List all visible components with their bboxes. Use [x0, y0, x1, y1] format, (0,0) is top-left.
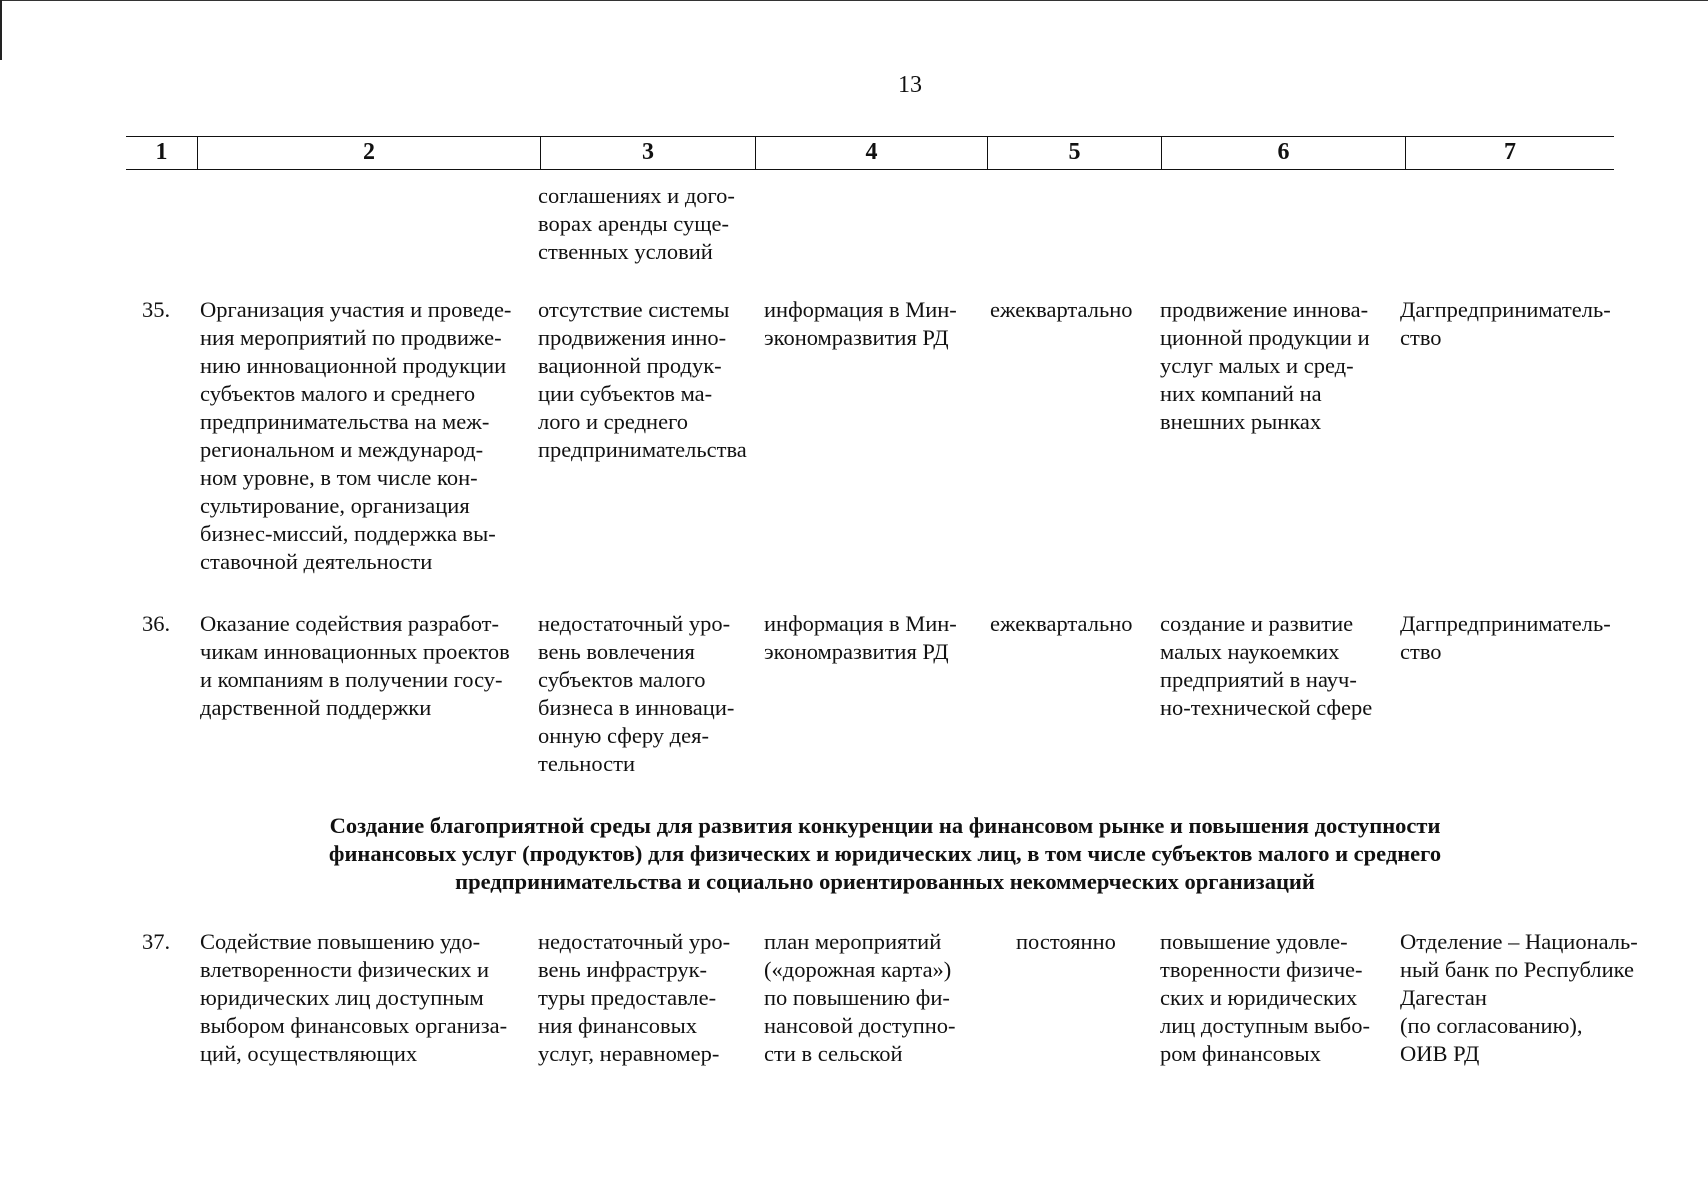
- text-line: творенности физиче-: [1160, 957, 1363, 982]
- row-36-period: [990, 610, 1160, 638]
- text-line: ОИВ РД: [1400, 1041, 1480, 1066]
- table-header: [126, 136, 1614, 170]
- row-37-measure: [200, 928, 532, 1068]
- text-line: Дагпредприниматель-: [1400, 297, 1611, 322]
- text-line: предпринимательства: [538, 437, 747, 462]
- column-header-2: 2: [198, 137, 541, 169]
- text-line: («дорожная карта»): [764, 957, 952, 982]
- text-line: бизнес-миссий, поддержка вы-: [200, 521, 496, 546]
- text-line: ций, осуществляющих: [200, 1041, 418, 1066]
- text-line: них компаний на: [1160, 381, 1322, 406]
- column-header-4: 4: [756, 137, 988, 169]
- text-line: услуг, неравномер-: [538, 1041, 720, 1066]
- row-number-35: 35.: [142, 297, 171, 322]
- text-line: предпринимательства на меж-: [200, 409, 490, 434]
- text-line: услуг малых и сред-: [1160, 353, 1354, 378]
- text-line: по повышению фи-: [764, 985, 950, 1010]
- text-line: недостаточный уро-: [538, 929, 731, 954]
- text-line: нию инновационной продукции: [200, 353, 507, 378]
- continuation-cell-col3: [538, 182, 758, 266]
- text-line: Дагпредприниматель-: [1400, 611, 1611, 636]
- text-line: Отделение – Националь-: [1400, 929, 1638, 954]
- row-number-36: 36.: [142, 611, 171, 636]
- text-line: и компаниям в получении госу-: [200, 667, 503, 692]
- heading-line: финансовых услуг (продуктов) для физических и юридических лиц, в том числе субъектов малого и среднего: [328, 841, 1442, 866]
- text-line: продвижения инно-: [538, 325, 727, 350]
- text-line: нансовой доступно-: [764, 1013, 956, 1038]
- text-line: ских и юридических: [1160, 985, 1358, 1010]
- text-line: соглашениях и дого-: [538, 183, 735, 208]
- text-line: дарственной поддержки: [200, 695, 432, 720]
- text-line: ционной продукции и: [1160, 325, 1370, 350]
- text-line: ром финансовых: [1160, 1041, 1321, 1066]
- text-line: сти в сельской: [764, 1041, 903, 1066]
- text-line: вационной продук-: [538, 353, 722, 378]
- row-36-report: [764, 610, 986, 666]
- text-line: ния мероприятий по продвиже-: [200, 325, 502, 350]
- scan-edge-left: [0, 0, 2, 60]
- text-line: субъектов малого и среднего: [200, 381, 476, 406]
- row-35-report: [764, 296, 986, 352]
- text-line: онную сферу дея-: [538, 723, 709, 748]
- row-36-problem: [538, 610, 758, 778]
- section-heading: [180, 812, 1590, 896]
- text-line: Оказание содействия разработ-: [200, 611, 500, 636]
- row-36-measure: [200, 610, 532, 722]
- text-line: субъектов малого: [538, 667, 706, 692]
- row-36-responsible: [1400, 610, 1630, 666]
- row-37-responsible: [1400, 928, 1670, 1068]
- text-line: туры предоставле-: [538, 985, 717, 1010]
- text-line: ство: [1400, 639, 1442, 664]
- text-line: тельности: [538, 751, 636, 776]
- text-line: ном уровне, в том числе кон-: [200, 465, 478, 490]
- text-line: информация в Мин-: [764, 297, 957, 322]
- text-line: бизнеса в инноваци-: [538, 695, 735, 720]
- text-line: экономразвития РД: [764, 325, 949, 350]
- row-35-measure: [200, 296, 532, 576]
- text-line: недостаточный уро-: [538, 611, 731, 636]
- text-line: продвижение иннова-: [1160, 297, 1369, 322]
- row-36-result: [1160, 610, 1396, 722]
- text-line: влетворенности физических и: [200, 957, 489, 982]
- row-35-period: [990, 296, 1160, 324]
- heading-line: Создание благоприятной среды для развития конкуренции на финансовом рынке и повышения доступности: [329, 813, 1441, 838]
- text-line: сультирование, организация: [200, 493, 470, 518]
- column-header-3: 3: [541, 137, 756, 169]
- row-35-result: [1160, 296, 1396, 436]
- row-37-result: [1160, 928, 1396, 1068]
- text-line: ственных условий: [538, 239, 713, 264]
- text-line: ежеквартально: [990, 611, 1133, 636]
- text-line: предприятий в науч-: [1160, 667, 1357, 692]
- text-line: ставочной деятельности: [200, 549, 433, 574]
- text-line: ния финансовых: [538, 1013, 697, 1038]
- text-line: ный банк по Республике: [1400, 957, 1635, 982]
- text-line: региональном и международ-: [200, 437, 484, 462]
- text-line: отсутствие системы: [538, 297, 730, 322]
- row-number-37: 37.: [142, 929, 171, 954]
- row-37-problem: [538, 928, 758, 1068]
- text-line: ворах аренды суще-: [538, 211, 730, 236]
- column-header-7: 7: [1504, 139, 1516, 165]
- text-line: повышение удовле-: [1160, 929, 1348, 954]
- text-line: лого и среднего: [538, 409, 689, 434]
- text-line: создание и развитие: [1160, 611, 1354, 636]
- text-line: вень вовлечения: [538, 639, 695, 664]
- heading-line: предпринимательства и социально ориентированных некоммерческих организаций: [455, 869, 1315, 894]
- scan-edge-top: [0, 0, 1708, 1]
- text-line: информация в Мин-: [764, 611, 957, 636]
- text-line: (по согласованию),: [1400, 1013, 1583, 1038]
- text-line: малых наукоемких: [1160, 639, 1340, 664]
- text-line: Организация участия и проведе-: [200, 297, 512, 322]
- text-line: Содействие повышению удо-: [200, 929, 481, 954]
- text-line: экономразвития РД: [764, 639, 949, 664]
- text-line: ство: [1400, 325, 1442, 350]
- row-35-problem: [538, 296, 758, 464]
- text-line: Дагестан: [1400, 985, 1487, 1010]
- text-line: выбором финансовых организа-: [200, 1013, 508, 1038]
- column-header-5: 5: [988, 137, 1162, 169]
- row-37-period: [1016, 928, 1156, 956]
- text-line: внешних рынках: [1160, 409, 1322, 434]
- column-header-6: 6: [1162, 137, 1406, 169]
- row-35-responsible: [1400, 296, 1630, 352]
- row-37-report: [764, 928, 986, 1068]
- text-line: ции субъектов ма-: [538, 381, 713, 406]
- text-line: вень инфраструк-: [538, 957, 708, 982]
- page-number: 13: [898, 72, 922, 98]
- column-header-1: 1: [126, 137, 198, 169]
- text-line: лиц доступным выбо-: [1160, 1013, 1370, 1038]
- text-line: чикам инновационных проектов: [200, 639, 510, 664]
- text-line: план мероприятий: [764, 929, 942, 954]
- text-line: ежеквартально: [990, 297, 1133, 322]
- text-line: но-технической сфере: [1160, 695, 1373, 720]
- text-line: юридических лиц доступным: [200, 985, 484, 1010]
- text-line: постоянно: [1016, 929, 1116, 954]
